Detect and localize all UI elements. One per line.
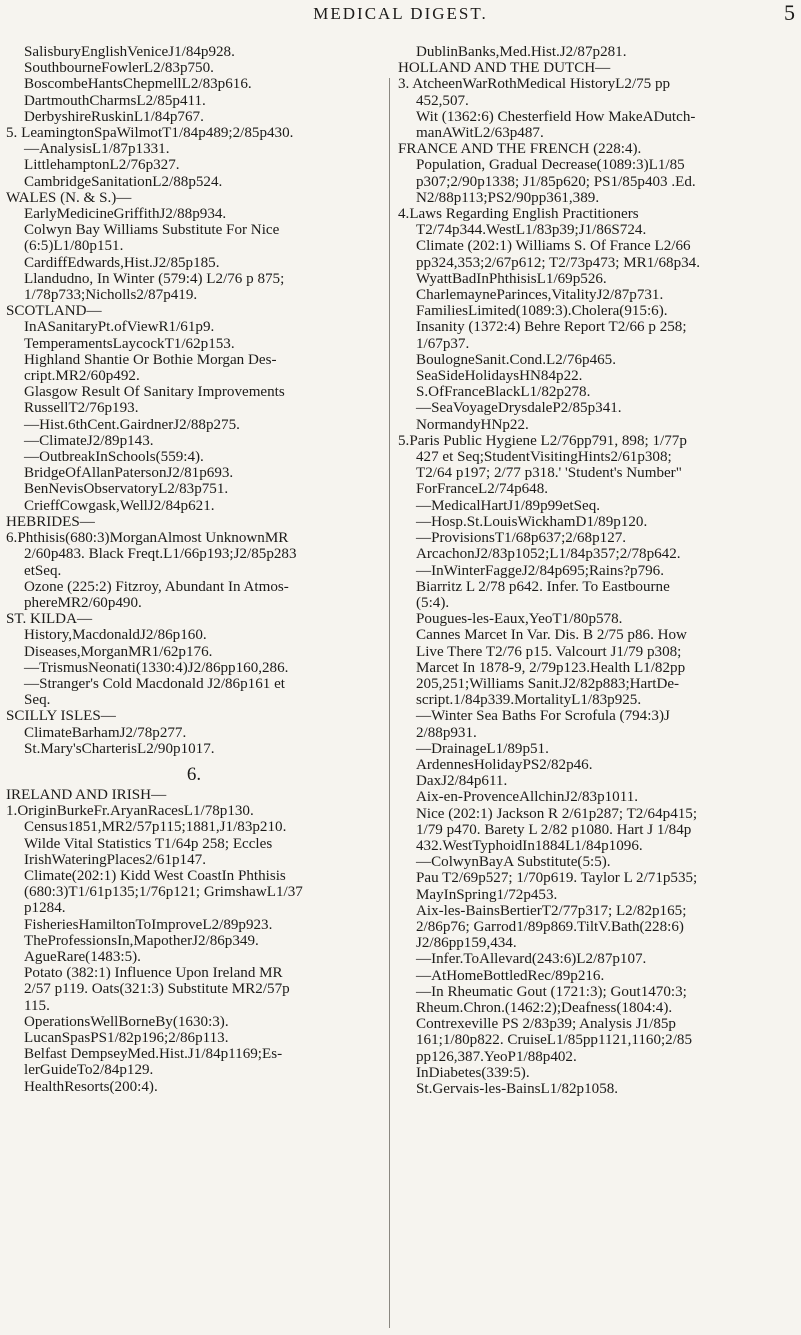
index-entry: —OutbreakInSchools(559:4). xyxy=(24,449,204,466)
index-entry: script.1/84p339.MortalityL1/83p925. xyxy=(416,692,642,709)
index-entry: phereMR2/60p490. xyxy=(24,594,142,611)
index-entry: N2/88p113;PS2/90pp361,389. xyxy=(416,189,600,206)
index-entry: Insanity (1372:4) Behre Report T2/66 p 258; xyxy=(416,319,687,336)
index-entry: 2/86p76; Garrod1/89p869.TiltV.Bath(228:6) xyxy=(416,918,684,935)
index-entry: Glasgow Result Of Sanitary Improvements xyxy=(24,384,285,401)
index-entry: pp126,387.YeoP1/88p402. xyxy=(416,1048,577,1065)
index-entry: History,MacdonaldJ2/86p160. xyxy=(24,627,207,644)
index-entry: 1/78p733;Nicholls2/87p419. xyxy=(24,287,198,304)
index-entry: —Stranger's Cold Macdonald J2/86p161 et xyxy=(24,675,285,692)
index-entry: SouthbourneFowlerL2/83p750. xyxy=(24,60,214,77)
index-entry: EarlyMedicineGriffithJ2/88p934. xyxy=(24,206,227,223)
index-entry: FamiliesLimited(1089:3).Cholera(915:6). xyxy=(416,303,668,320)
index-entry: pp324,353;2/67p612; T2/73p473; MR1/68p34. xyxy=(416,254,701,271)
index-entry: —AtHomeBottledRec/89p216. xyxy=(416,967,605,984)
index-entry: —SeaVoyageDrysdaleP2/85p341. xyxy=(416,400,622,417)
index-entry: LittlehamptonL2/76p327. xyxy=(24,157,180,174)
index-entry: —InWinterFaggeJ2/84p695;Rains?p796. xyxy=(416,562,664,579)
index-entry: 2/88p931. xyxy=(416,724,477,741)
index-entry: Colwyn Bay Williams Substitute For Nice xyxy=(24,222,280,239)
index-entry: CambridgeSanitationL2/88p524. xyxy=(24,173,223,190)
index-entry: lerGuideTo2/84p129. xyxy=(24,1062,154,1079)
index-entry: OperationsWellBorneBy(1630:3). xyxy=(24,1013,229,1030)
column-divider xyxy=(389,78,390,1328)
index-entry: InASanitaryPt.ofViewR1/61p9. xyxy=(24,319,215,336)
index-entry: 2/60p483. Black Freqt.L1/66p193;J2/85p283 xyxy=(24,546,297,563)
index-heading: 3. AtcheenWarRothMedical HistoryL2/75 pp xyxy=(398,76,671,93)
index-entry: 1/79 p470. Barety L 2/82 p1080. Hart J 1/84p xyxy=(416,821,692,838)
index-heading: HOLLAND AND THE DUTCH— xyxy=(398,60,611,77)
index-entry: Cannes Marcet In Var. Dis. B 2/75 p86. How xyxy=(416,627,687,644)
index-heading: SCOTLAND— xyxy=(6,303,102,320)
index-entry: manAWitL2/63p487. xyxy=(416,125,544,142)
index-entry: BoulogneSanit.Cond.L2/76p465. xyxy=(416,351,616,368)
index-entry: BoscombeHantsChepmellL2/83p616. xyxy=(24,76,252,93)
index-entry: CardiffEdwards,Hist.J2/85p185. xyxy=(24,254,220,271)
index-entry: Climate (202:1) Williams S. Of France L2/66 xyxy=(416,238,691,255)
index-entry: TemperamentsLaycockT1/62p153. xyxy=(24,335,235,352)
index-entry: LucanSpasPS1/82p196;2/86p113. xyxy=(24,1029,229,1046)
index-entry: AgueRare(1483:5). xyxy=(24,948,141,965)
index-entry: cript.MR2/60p492. xyxy=(24,368,140,385)
index-entry: Contrexeville PS 2/83p39; Analysis J1/85p xyxy=(416,1016,676,1033)
index-entry: Pougues-les-Eaux,YeoT1/80p578. xyxy=(416,611,623,628)
right-column xyxy=(398,44,796,1097)
index-entry: S.OfFranceBlackL1/82p278. xyxy=(416,384,591,401)
index-entry: Seq. xyxy=(24,692,51,709)
index-entry: ArdennesHolidayPS2/82p46. xyxy=(416,756,593,773)
index-heading: SCILLY ISLES— xyxy=(6,708,116,725)
index-entry: 452,507. xyxy=(416,92,469,109)
index-heading: IRELAND AND IRISH— xyxy=(6,786,167,803)
index-entry: p1284. xyxy=(24,900,66,917)
index-entry: BenNevisObservatoryL2/83p751. xyxy=(24,481,229,498)
index-entry: Rheum.Chron.(1462:2);Deafness(1804:4). xyxy=(416,999,673,1016)
index-entry: ClimateBarhamJ2/78p277. xyxy=(24,724,187,741)
index-entry: T2/64 p197; 2/77 p318.' 'Student's Number" xyxy=(416,465,682,482)
index-heading: ST. KILDA— xyxy=(6,611,93,628)
index-entry: SalisburyEnglishVeniceJ1/84p928. xyxy=(24,44,235,60)
index-heading: WALES (N. & S.)— xyxy=(6,189,132,206)
index-entry: WyattBadInPhthisisL1/69p526. xyxy=(416,270,607,287)
index-entry: —ClimateJ2/89p143. xyxy=(24,432,154,449)
index-entry: T2/74p344.WestL1/83p39;J1/86S724. xyxy=(416,222,647,239)
index-entry: 205,251;Williams Sanit.J2/82p883;HartDe- xyxy=(416,675,680,692)
index-entry: NormandyHNp22. xyxy=(416,416,529,433)
index-entry: BridgeOfAllanPatersonJ2/81p693. xyxy=(24,465,234,482)
index-entry: Wit (1362:6) Chesterfield How MakeADutch- xyxy=(416,108,696,125)
index-entry: Aix-en-ProvenceAllchinJ2/83p1011. xyxy=(416,789,639,806)
index-entry: Population, Gradual Decrease(1089:3)L1/85 xyxy=(416,157,685,174)
index-entry: Live There T2/76 p15. Valcourt J1/79 p308; xyxy=(416,643,682,660)
index-entry: Belfast DempseyMed.Hist.J1/84p1169;Es- xyxy=(24,1046,283,1063)
index-entry: TheProfessionsIn,MapotherJ2/86p349. xyxy=(24,932,259,949)
index-heading: 1.OriginBurkeFr.AryanRacesL1/78p130. xyxy=(6,803,254,820)
index-entry: p307;2/90p1338; J1/85p620; PS1/85p403 .Ed. xyxy=(416,173,696,190)
index-entry: DaxJ2/84p611. xyxy=(416,773,508,790)
index-entry: IrishWateringPlaces2/61p147. xyxy=(24,851,206,868)
index-entry: —MedicalHartJ1/89p99etSeq. xyxy=(416,497,601,514)
index-entry: DartmouthCharmsL2/85p411. xyxy=(24,92,206,109)
index-heading: 6.Phthisis(680:3)MorganAlmost UnknownMR xyxy=(6,530,289,547)
index-entry: Aix-les-BainsBertierT2/77p317; L2/82p165; xyxy=(416,902,687,919)
index-entry: Nice (202:1) Jackson R 2/61p287; T2/64p415; xyxy=(416,805,698,822)
index-entry: —DrainageL1/89p51. xyxy=(416,740,549,757)
index-entry: Climate(202:1) Kidd West CoastIn Phthisis xyxy=(24,867,286,884)
index-entry: 1/67p37. xyxy=(416,335,470,352)
index-heading: HEBRIDES— xyxy=(6,513,95,530)
index-entry: 115. xyxy=(24,997,50,1014)
index-entry: ForFranceL2/74p648. xyxy=(416,481,549,498)
index-entry: CrieffCowgask,WellJ2/84p621. xyxy=(24,497,215,514)
running-title: MEDICAL DIGEST. xyxy=(313,4,488,23)
page-number: 5 xyxy=(784,0,795,25)
index-entry: —In Rheumatic Gout (1721:3); Gout1470:3; xyxy=(416,983,687,1000)
index-entry: Biarritz L 2/78 p642. Infer. To Eastbourne xyxy=(416,578,670,595)
index-entry: —Winter Sea Baths For Scrofula (794:3)J xyxy=(416,708,670,725)
index-entry: 432.WestTyphoidIn1884L1/84p1096. xyxy=(416,837,643,854)
index-entry: FisheriesHamiltonToImproveL2/89p923. xyxy=(24,916,273,933)
index-entry: (5:4). xyxy=(416,594,450,611)
index-entry: Pau T2/69p527; 1/70p619. Taylor L 2/71p535; xyxy=(416,870,698,887)
index-heading: 5.Paris Public Hygiene L2/76pp791, 898; 1/77p xyxy=(398,432,687,449)
index-heading: 5. LeamingtonSpaWilmotT1/84p489;2/85p430. xyxy=(6,125,294,142)
index-entry: Ozone (225:2) Fitzroy, Abundant In Atmos- xyxy=(24,578,289,595)
index-entry: Highland Shantie Or Bothie Morgan Des- xyxy=(24,351,277,368)
index-entry: St.Mary'sCharterisL2/90p1017. xyxy=(24,740,215,757)
page-header xyxy=(0,0,801,34)
index-entry: HealthResorts(200:4). xyxy=(24,1078,158,1095)
index-entry: (680:3)T1/61p135;1/76p121; GrimshawL1/37 xyxy=(24,884,303,901)
index-entry: DublinBanks,Med.Hist.J2/87p281. xyxy=(416,44,627,60)
index-entry: St.Gervais-les-BainsL1/82p1058. xyxy=(416,1081,619,1097)
index-entry: J2/86pp159,434. xyxy=(416,935,517,952)
index-entry: InDiabetes(339:5). xyxy=(416,1064,530,1081)
index-entry: Census1851,MR2/57p115;1881,J1/83p210. xyxy=(24,819,287,836)
index-entry: etSeq. xyxy=(24,562,62,579)
index-entry: —TrismusNeonati(1330:4)J2/86pp160,286. xyxy=(24,659,289,676)
index-entry: Marcet In 1878-9, 2/79p123.Health L1/82pp xyxy=(416,659,686,676)
index-entry: —Hist.6thCent.GairdnerJ2/88p275. xyxy=(24,416,240,433)
index-entry: ArcachonJ2/83p1052;L1/84p357;2/78p642. xyxy=(416,546,681,563)
index-heading: FRANCE AND THE FRENCH (228:4). xyxy=(398,141,642,158)
index-entry: —AnalysisL1/87p1331. xyxy=(24,141,170,158)
index-entry: Diseases,MorganMR1/62p176. xyxy=(24,643,213,660)
index-entry: MayInSpring1/72p453. xyxy=(416,886,558,903)
index-entry: 2/57 p119. Oats(321:3) Substitute MR2/57p xyxy=(24,981,290,998)
index-entry: Potato (382:1) Influence Upon Ireland MR xyxy=(24,965,283,982)
left-column xyxy=(6,44,382,1095)
section-number: 6. xyxy=(186,763,202,785)
index-entry: Llandudno, In Winter (579:4) L2/76 p 875; xyxy=(24,270,285,287)
index-entry: —ProvisionsT1/68p637;2/68p127. xyxy=(416,530,627,547)
index-entry: 161;1/80p822. CruiseL1/85pp1121,1160;2/85 xyxy=(416,1032,693,1049)
index-heading: 4.Laws Regarding English Practitioners xyxy=(398,206,639,223)
index-entry: DerbyshireRuskinL1/84p767. xyxy=(24,108,204,125)
index-entry: RussellT2/76p193. xyxy=(24,400,139,417)
index-entry: SeaSideHolidaysHN84p22. xyxy=(416,368,583,385)
index-entry: —ColwynBayA Substitute(5:5). xyxy=(416,854,611,871)
index-entry: CharlemayneParinces,VitalityJ2/87p731. xyxy=(416,287,664,304)
index-entry: —Hosp.St.LouisWickhamD1/89p120. xyxy=(416,513,648,530)
index-entry: 427 et Seq;StudentVisitingHints2/61p308; xyxy=(416,449,672,466)
index-entry: (6:5)L1/80p151. xyxy=(24,238,124,255)
index-entry: —Infer.ToAllevard(243:6)L2/87p107. xyxy=(416,951,647,968)
index-entry: Wilde Vital Statistics T1/64p 258; Eccles xyxy=(24,835,273,852)
